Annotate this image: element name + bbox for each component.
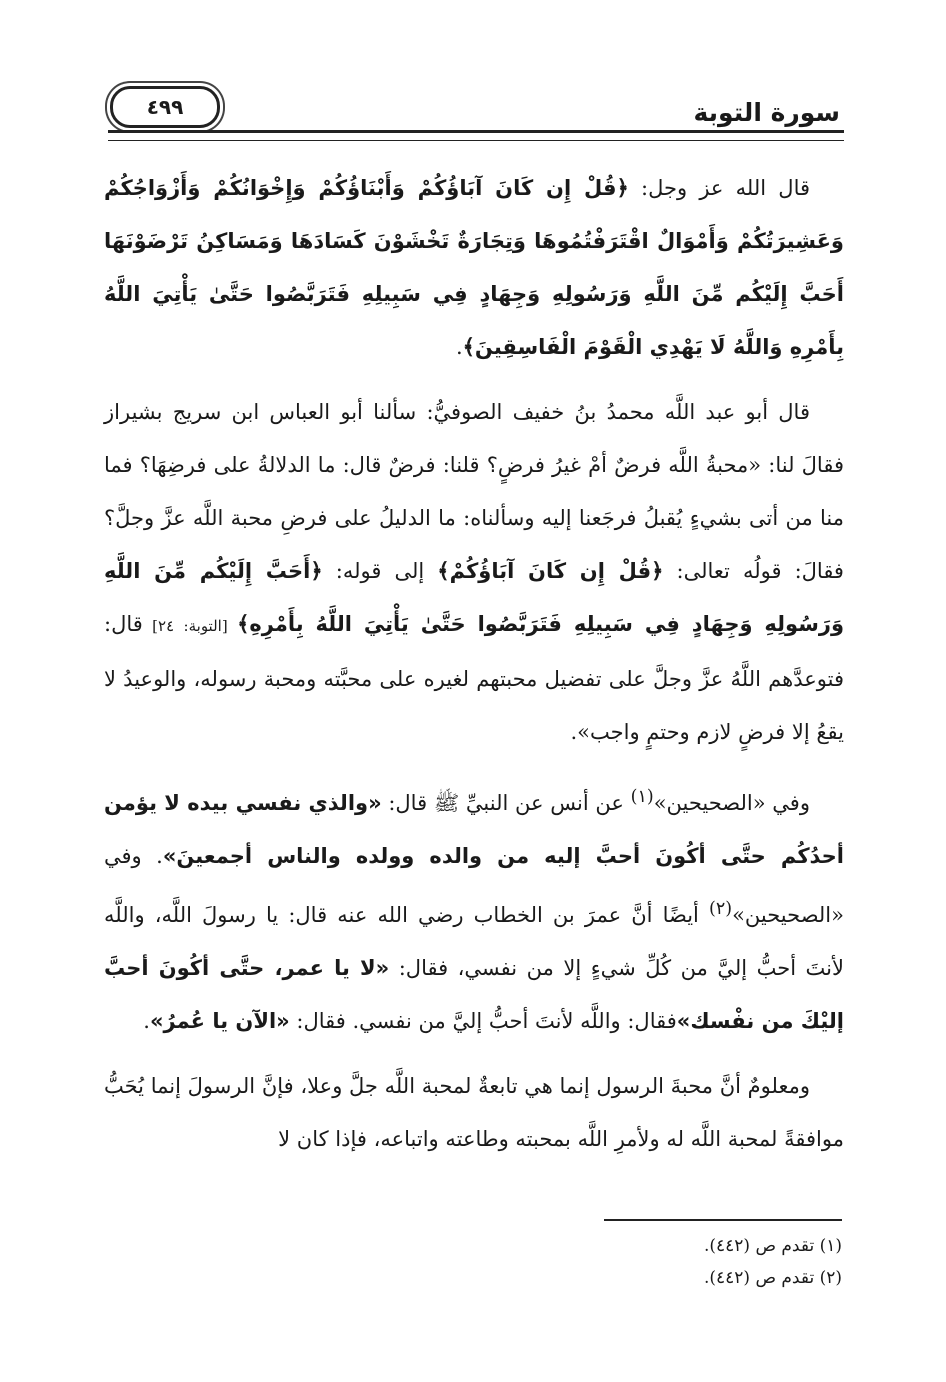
footnote-divider <box>604 1219 842 1221</box>
narration-text: أيضًا أنَّ عمرَ بن الخطاب رضي الله عنه قال: يا رسولَ اللَّه، واللَّه لأنتَ أحبُّ إليَّ من كُلِّ شيءٍ إلا من نفسي، فقال: <box>104 903 845 980</box>
footnote-marker: (٢) <box>709 899 733 919</box>
page-header <box>108 82 844 138</box>
paragraph-2 <box>104 386 844 759</box>
quran-verse: ﴿قُلْ إِن كَانَ آبَاؤُكُمْ وَأَبْنَاؤُكُمْ وَإِخْوَانُكُمْ وَأَزْوَاجُكُمْ وَعَشِيرَتُكُمْ وَأَمْوَالٌ اقْتَرَفْتُمُوهَا وَتِجَارَةٌ تَخْشَوْنَ كَسَادَهَا وَمَسَاكِنُ تَرْضَوْنَهَا أَحَبَّ إِلَيْكُم مِّنَ اللَّهِ وَرَسُولِهِ وَجِهَادٍ فِي سَبِيلِهِ فَتَرَبَّصُوا حَتَّىٰ يَأْتِيَ اللَّهُ بِأَمْرِهِ وَاللَّهُ لَا يَهْدِي الْقَوْمَ الْفَاسِقِينَ﴾ <box>104 176 844 359</box>
verse-reference: [التوبة: ٢٤] <box>142 617 238 635</box>
footnote: (١) تقدم ص (٤٤٢). <box>703 1236 842 1256</box>
narration-text: عن أنس عن النبيِّ ﷺ قال: <box>381 791 631 815</box>
sentence-end: . <box>143 1009 150 1033</box>
hadith-text: «والذي نفسي بيده لا يؤمن أحدُكُم حتَّى أكُونَ أحبَّ إليه من والده وولده والناس أجمعينَ» <box>104 791 844 868</box>
header-rule <box>108 130 844 141</box>
narration-text: وفي «الصحيحين» <box>653 791 810 815</box>
footnote-marker: (١) <box>630 787 654 807</box>
paragraph-4 <box>104 1060 844 1166</box>
narration-text: فقال: واللَّه لأنتَ أحبُّ إليَّ من نفسي. فقال: <box>289 1009 677 1033</box>
paragraph-3 <box>104 771 844 1048</box>
hadith-text: «الآن يا عُمرُ» <box>149 1009 290 1033</box>
footnote: (٢) تقدم ص (٤٤٢). <box>703 1268 842 1288</box>
narration-text: . وفي «الصحيحين» <box>104 844 844 927</box>
narration-text: قال: فتوعدَّهم اللَّهُ عزَّ وجلَّ على تفضيل محبتهم لغيره على محبَّته ومحبة رسوله، والوعيدُ لا يقعُ إلا فرضٍ لازم وحتمٍ واجب». <box>104 612 844 744</box>
narration-text: إلى قوله: <box>322 559 438 583</box>
sentence-end: . <box>455 335 463 359</box>
paragraph-1 <box>104 162 844 374</box>
quran-verse: ﴿قُلْ إِن كَانَ آبَاؤُكُمْ﴾ <box>437 559 664 583</box>
surah-title: سورة التوبة <box>693 98 840 127</box>
main-text <box>104 162 844 1178</box>
narration-text: قال أبو عبد اللَّه محمدُ بنُ خفيف الصوفيُّ: سألنا أبو العباس ابن سريج بشيراز فقالَ لنا: «محبةُ اللَّه فرضٌ أمْ غيرُ فرضٍ؟ قلنا: فرضٌ قال: ما الدلالةُ على فرضِهَا؟ فما منا من أتى بشيءٍ يُقبلُ فرجَعنا إليه وسألناه: ما الدليلُ على فرضِ محبة اللَّه عزَّ وجلَّ؟ فقالَ: قولُه تعالى: <box>104 400 844 583</box>
quran-verse: ﴿أَحَبَّ إِلَيْكُم مِّنَ اللَّهِ وَرَسُولِهِ وَجِهَادٍ فِي سَبِيلِهِ فَتَرَبَّصُوا حَتَّىٰ يَأْتِيَ اللَّهُ بِأَمْرِهِ﴾ <box>104 559 845 636</box>
intro-text: قال الله عز وجل: <box>628 176 811 200</box>
hadith-text: «لا يا عمر، حتَّى أكُونَ أحبَّ إليْكَ من نفْسك» <box>104 956 844 1033</box>
footnotes <box>342 1230 842 1294</box>
page-number-badge <box>110 86 220 128</box>
narration-text: ومعلومٌ أنَّ محبةَ الرسول إنما هي تابعةٌ لمحبة اللَّه جلَّ وعلا، فإنَّ الرسولَ إنما يُحَبُّ موافقةً لمحبة اللَّه له ولأمرِ اللَّه بمحبته وطاعته واتباعه، فإذا كان لا <box>104 1074 844 1151</box>
page-number: ٤٩٩ <box>146 95 184 119</box>
